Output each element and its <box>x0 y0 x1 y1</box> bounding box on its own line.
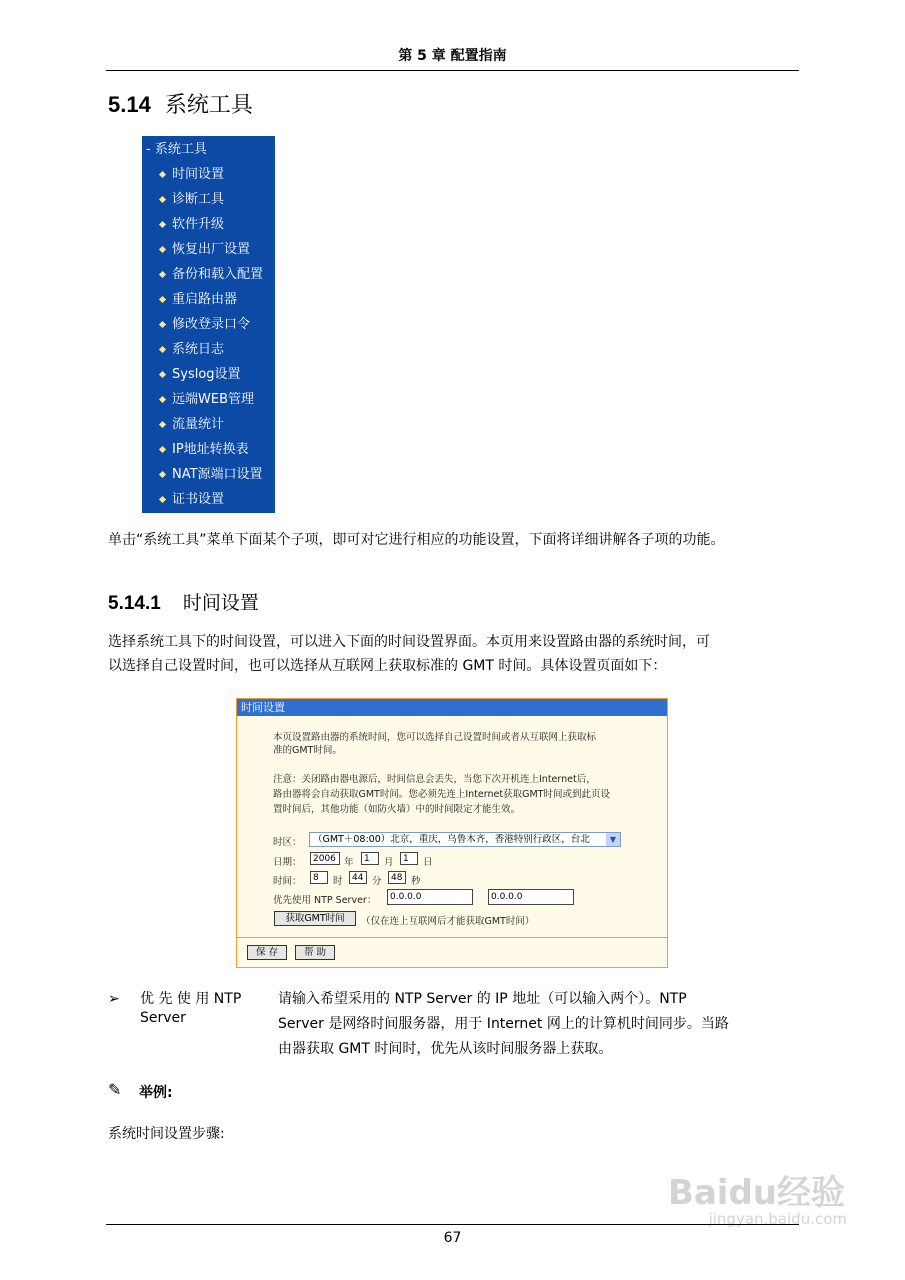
panel-note-line-3: 置时间后，其他功能（如防火墙）中的时间限定才能生效。 <box>273 804 521 815</box>
time-settings-screenshot <box>236 698 668 968</box>
ntp-server-2-input[interactable]: 0.0.0.0 <box>488 889 574 905</box>
subsection-number: 5.14.1 <box>108 593 161 614</box>
menu-item-change-password[interactable]: 修改登录口令 <box>160 313 250 332</box>
bullet-icon <box>159 421 166 428</box>
ntp-server-1-input[interactable]: 0.0.0.0 <box>387 889 473 905</box>
panel-note-line-2: 路由器将会自动获取GMT时间。您必须先连上Internet获取GMT时间或到此页设 <box>273 789 610 800</box>
year-input[interactable]: 2006 <box>310 852 340 865</box>
menu-item-firmware-upgrade[interactable]: 软件升级 <box>160 213 224 232</box>
bullet-term-line-2: Server <box>140 1010 186 1026</box>
day-unit: 日 <box>423 857 433 868</box>
get-gmt-button[interactable]: 获取GMT时间 <box>274 911 356 926</box>
section-title: 系统工具 <box>164 93 253 118</box>
timezone-select[interactable]: （GMT＋08:00）北京，重庆，乌鲁木齐，香港特别行政区，台北 ▼ <box>309 832 621 847</box>
bullet-marker-icon: ➢ <box>108 991 120 1007</box>
hour-unit: 时 <box>333 876 343 887</box>
month-input[interactable]: 1 <box>361 852 379 865</box>
bullet-icon <box>159 371 166 378</box>
bullet-icon <box>159 446 166 453</box>
bullet-desc-line-2: Server 是网络时间服务器，用于 Internet 网上的计算机时间同步。当路 <box>278 1016 729 1032</box>
menu-item-time-settings[interactable]: 时间设置 <box>160 163 224 182</box>
hour-input[interactable]: 8 <box>310 871 328 884</box>
menu-item-ip-translation[interactable]: IP地址转换表 <box>160 438 249 457</box>
second-input[interactable]: 48 <box>388 871 406 884</box>
section-heading <box>108 88 253 119</box>
bullet-icon <box>159 396 166 403</box>
second-unit: 秒 <box>411 876 421 887</box>
panel-desc-line-1: 本页设置路由器的系统时间，您可以选择自己设置时间或者从互联网上获取标 <box>273 732 597 743</box>
system-tools-menu <box>142 136 275 513</box>
minute-unit: 分 <box>372 876 382 887</box>
menu-item-traffic-stats[interactable]: 流量统计 <box>160 413 224 432</box>
minute-input[interactable]: 44 <box>349 871 367 884</box>
bullet-icon <box>159 246 166 253</box>
bullet-icon <box>159 346 166 353</box>
ntp-label: 优先使用 NTP Server： <box>273 895 377 906</box>
day-input[interactable]: 1 <box>400 852 418 865</box>
pencil-icon: ✎ <box>108 1080 122 1099</box>
bullet-icon <box>159 271 166 278</box>
example-label: 举例: <box>139 1085 173 1101</box>
steps-label: 系统时间设置步骤: <box>108 1126 225 1142</box>
menu-item-nat-source-port[interactable]: NAT源端口设置 <box>160 463 263 482</box>
page-number: 67 <box>443 1230 462 1246</box>
section-number: 5.14 <box>108 92 151 117</box>
timezone-label: 时区： <box>273 837 302 848</box>
bullet-icon <box>159 471 166 478</box>
menu-item-backup-restore[interactable]: 备份和载入配置 <box>160 263 263 282</box>
watermark-url: jingyan.baidu.com <box>708 1210 847 1228</box>
help-button[interactable]: 帮 助 <box>295 945 335 960</box>
menu-item-system-log[interactable]: 系统日志 <box>160 338 224 357</box>
bullet-desc-line-3: 由器获取 GMT 时间时，优先从该时间服务器上获取。 <box>278 1041 613 1057</box>
subsection-title: 时间设置 <box>182 592 259 614</box>
header-rule <box>106 70 799 71</box>
save-button[interactable]: 保 存 <box>247 945 287 960</box>
menu-item-factory-reset[interactable]: 恢复出厂设置 <box>160 238 250 257</box>
time-label: 时间： <box>273 876 302 887</box>
menu-title[interactable]: - 系统工具 <box>146 142 207 157</box>
bullet-icon <box>159 171 166 178</box>
menu-item-diagnostics[interactable]: 诊断工具 <box>160 188 224 207</box>
bullet-term-line-1: 优 先 使 用 NTP <box>140 991 242 1007</box>
bullet-icon <box>159 321 166 328</box>
date-label: 日期： <box>273 857 302 868</box>
month-unit: 月 <box>384 857 394 868</box>
bullet-icon <box>159 221 166 228</box>
panel-desc-line-2: 准的GMT时间。 <box>273 745 342 756</box>
footer-rule <box>106 1224 799 1225</box>
chapter-header: 第 5 章 配置指南 <box>398 48 507 64</box>
bullet-icon <box>159 296 166 303</box>
sub-intro-line-1: 选择系统工具下的时间设置，可以进入下面的时间设置界面。本页用来设置路由器的系统时间，可 <box>108 634 710 650</box>
watermark-brand: Baidu经验 <box>667 1173 845 1213</box>
chevron-down-icon[interactable]: ▼ <box>606 833 620 846</box>
menu-item-syslog[interactable]: Syslog设置 <box>160 363 241 382</box>
menu-item-reboot[interactable]: 重启路由器 <box>160 288 237 307</box>
year-unit: 年 <box>344 857 354 868</box>
sub-intro-line-2: 以选择自己设置时间，也可以选择从互联网上获取标准的 GMT 时间。具体设置页面如下： <box>108 658 667 674</box>
subsection-heading <box>108 588 259 615</box>
panel-footer <box>237 937 667 968</box>
bullet-desc-line-1: 请输入希望采用的 NTP Server 的 IP 地址（可以输入两个）。NTP <box>278 991 687 1007</box>
get-gmt-hint: （仅在连上互联网后才能获取GMT时间） <box>361 916 535 927</box>
panel-title-bar: 时间设置 <box>237 699 667 716</box>
intro-paragraph: 单击“系统工具”菜单下面某个子项，即可对它进行相应的功能设置，下面将详细讲解各子项的功能。 <box>108 532 725 548</box>
bullet-icon <box>159 196 166 203</box>
menu-item-certificate[interactable]: 证书设置 <box>160 488 224 507</box>
bullet-icon <box>159 496 166 503</box>
panel-note-line-1: 注意：关闭路由器电源后，时间信息会丢失，当您下次开机连上Internet后， <box>273 774 596 785</box>
menu-item-remote-web[interactable]: 远端WEB管理 <box>160 388 254 407</box>
